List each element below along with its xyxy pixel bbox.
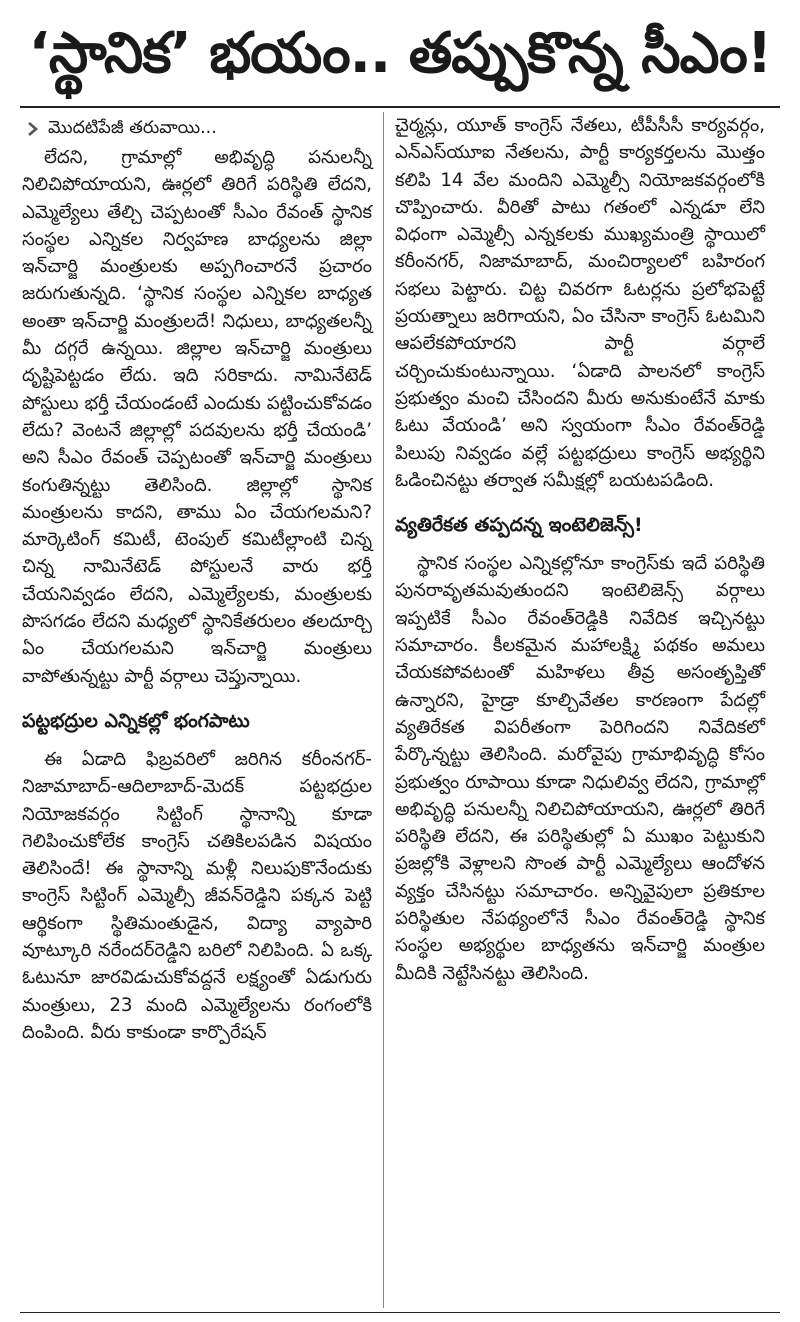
chevron-right-icon — [26, 122, 40, 136]
left-column — [22, 112, 372, 1046]
bottom-rule — [20, 1312, 780, 1313]
continuation-label: మొదటిపేజీ తరువాయి... — [48, 118, 217, 139]
continuation-line — [22, 114, 372, 144]
left-paragraph-1: లేదని, గ్రామాల్లో అభివృద్ధి పనులన్నీ నిలిచిపోయాయని, ఊర్లలో తిరిగే పరిస్థితి లేదని, ఎమ్మెల్యేలు తేల్చి చెప్పటంతో సీఎం రేవంత్ స్థానిక సంస్థల ఎన్నికల నిర్వహణ బాధ్యలను జిల్లా ఇన్‌చార్జి మంత్రులకు అప్పగించారనే ప్రచారం జరుగుతున్నది. ‘స్థానిక సంస్థల ఎన్నికల బాధ్యత అంతా ఇన్‌చార్జి మంత్రులదే! నిధులు, బాధ్యతలన్నీ మీ దగ్గరే ఉన్నయి. జిల్లాల ఇన్‌చార్జి మంత్రులు దృష్టిపెట్టడం లేదు. ఇది సరికాదు. నామినేటెడ్ పోస్టులు భర్తీ చేయండంటే ఎందుకు పట్టించుకోవడం లేదు? వెంటనే జిల్లాల్లో పదవులను భర్తీ చేయండి’ అని సీఎం రేవంత్ చెప్పటంతో ఇన్‌చార్జి మంత్రులు కంగుతిన్నట్టు తెలిసింది. జిల్లాల్లో స్థానిక మంత్రులను కాదని, తాము ఏం చేయగలమని? మార్కెటింగ్ కమిటీ, టెంపుల్ కమిటీల్లాంటి చిన్న చిన్న నామినేటెడ్ పోస్టులనే వారు భర్తీ చేయనివ్వడం లేదని, ఎమ్మెల్యేలకు, మంత్రులకు పొసగడం లేదని మధ్యలో స్థానికేతరులం తలదూర్చి ఏం చేయగలమని ఇన్‌చార్జి మంత్రులు వాపోతున్నట్టు పార్టీ వర్గాలు చెప్తున్నాయి. — [22, 147, 372, 687]
top-rule — [20, 106, 780, 108]
left-paragraph-2: ఈ ఏడాది ఫిబ్రవరిలో జరిగిన కరీంనగర్-నిజామాబాద్-ఆదిలాబాద్-మెదక్ పట్టభద్రుల నియోజకవర్గం సిట్టింగ్ స్థానాన్ని కూడా గెలిపించుకోలేక కాంగ్రెస్ చతికిలపడిన విషయం తెలిసిందే! ఈ స్థానాన్ని మళ్లీ నిలుపుకొనేందుకు కాంగ్రెస్ సిట్టింగ్ ఎమ్మెల్సీ జీవన్‌రెడ్డిని పక్కన పెట్టి ఆర్థికంగా స్థితిమంతుడైన, విద్యా వ్యాపారి వూట్కూరి నరేందర్‌రెడ్డిని బరిలో నిలిపింది. ఏ ఒక్క ఓటునూ జారవిడుచుకోవద్దనే లక్ష్యంతో ఏడుగురు మంత్రులు, 23 మంది ఎమ్మెల్యేలను రంగంలోకి దింపింది. వీరు కాకుండా కార్పొరేషన్ — [22, 748, 372, 1043]
right-paragraph-1: చైర్మన్లు, యూత్ కాంగ్రెస్ నేతలు, టీపీసీసీ కార్యవర్గం, ఎన్‌ఎస్‌యూఐ నేతలను, పార్టీ కార్యకర్తలను మొత్తం కలిపి 14 వేల మందిని ఎమ్మెల్సీ నియోజకవర్గంలోకి చొప్పించారు. వీరితో పాటు గతంలో ఎన్నడూ లేని విధంగా ఎమ్మెల్సీ ఎన్నకలకు ముఖ్యమంత్రి స్థాయిలో కరీంనగర్, నిజామాబాద్, మంచిర్యాలలో బహిరంగ సభలు పెట్టారు. చిట్ట చివరగా ఓటర్లను ప్రలోభపెట్టే ప్రయత్నాలు జరిగాయని, ఏం చేసినా కాంగ్రెస్ ఓటమిని ఆపలేకపోయారని పార్టీ వర్గాలే చర్చించుకుంటున్నాయి. ‘ఏడాది పాలనలో కాంగ్రెస్ ప్రభుత్వం మంచి చేసిందని మీరు అనుకుంటేనే మాకు ఓటు వేయండి’ అని స్వయంగా సీఎం రేవంత్‌రెడ్డి పిలుపు నివ్వడం వల్లే పట్టభద్రులు కాంగ్రెస్ అభ్యర్థిని ఓడించినట్టు తర్వాత సమీక్షల్లో బయటపడింది. — [395, 115, 765, 491]
left-subheading: పట్టభద్రుల ఎన్నికల్లో భంగపాటు — [22, 709, 250, 732]
right-subheading: వ్యతిరేకత తప్పదన్న ఇంటెలిజెన్స్! — [395, 514, 643, 537]
headline: ‘స్థానిక’ భయం.. తప్పుకొన్న సీఎం! — [28, 21, 772, 86]
right-paragraph-2: స్థానిక సంస్థల ఎన్నికల్లోనూ కాంగ్రెస్‌కు ఇదే పరిస్థితి పునరావృతమవుతుందని ఇంటెలిజెన్స్ వర్గాలు ఇప్పటికే సీఎం రేవంత్‌రెడ్డికి నివేదిక ఇచ్చినట్టు సమాచారం. కీలకమైన మహాలక్ష్మి పథకం అమలు చేయకపోవటంతో మహిళలు తీవ్ర అసంతృప్తితో ఉన్నారని, హైడ్రా కూల్చివేతల కారణంగా పేదల్లో వ్యతిరేకత విపరీతంగా పెరిగిందని నివేదికలో పేర్కొన్నట్టు తెలిసింది. మరోవైపు గ్రామాభివృద్ధి కోసం ప్రభుత్వం రూపాయి కూడా నిధులివ్వ లేదని, గ్రామాల్లో అభివృద్ధి పనులన్నీ నిలిచిపోయాయని, ఊర్లలో తిరిగే పరిస్థితి లేదని, ఈ పరిస్థితుల్లో ఏ ముఖం పెట్టుకుని ప్రజల్లోకి వెళ్లాలని సొంత పార్టీ ఎమ్మెల్యేలు ఆందోళన వ్యక్తం చేసినట్టు సమాచారం. అన్నివైపులా ప్రతికూల పరిస్థితుల నేపథ్యంలోనే సీఎం రేవంత్‌రెడ్డి స్థానిక సంస్థల అభ్యర్థుల బాధ్యతను ఇన్‌చార్జి మంత్రుల మీదికి నెట్టేసినట్టు తెలిసింది. — [395, 553, 765, 984]
right-column — [395, 112, 765, 987]
column-divider — [383, 112, 384, 1308]
